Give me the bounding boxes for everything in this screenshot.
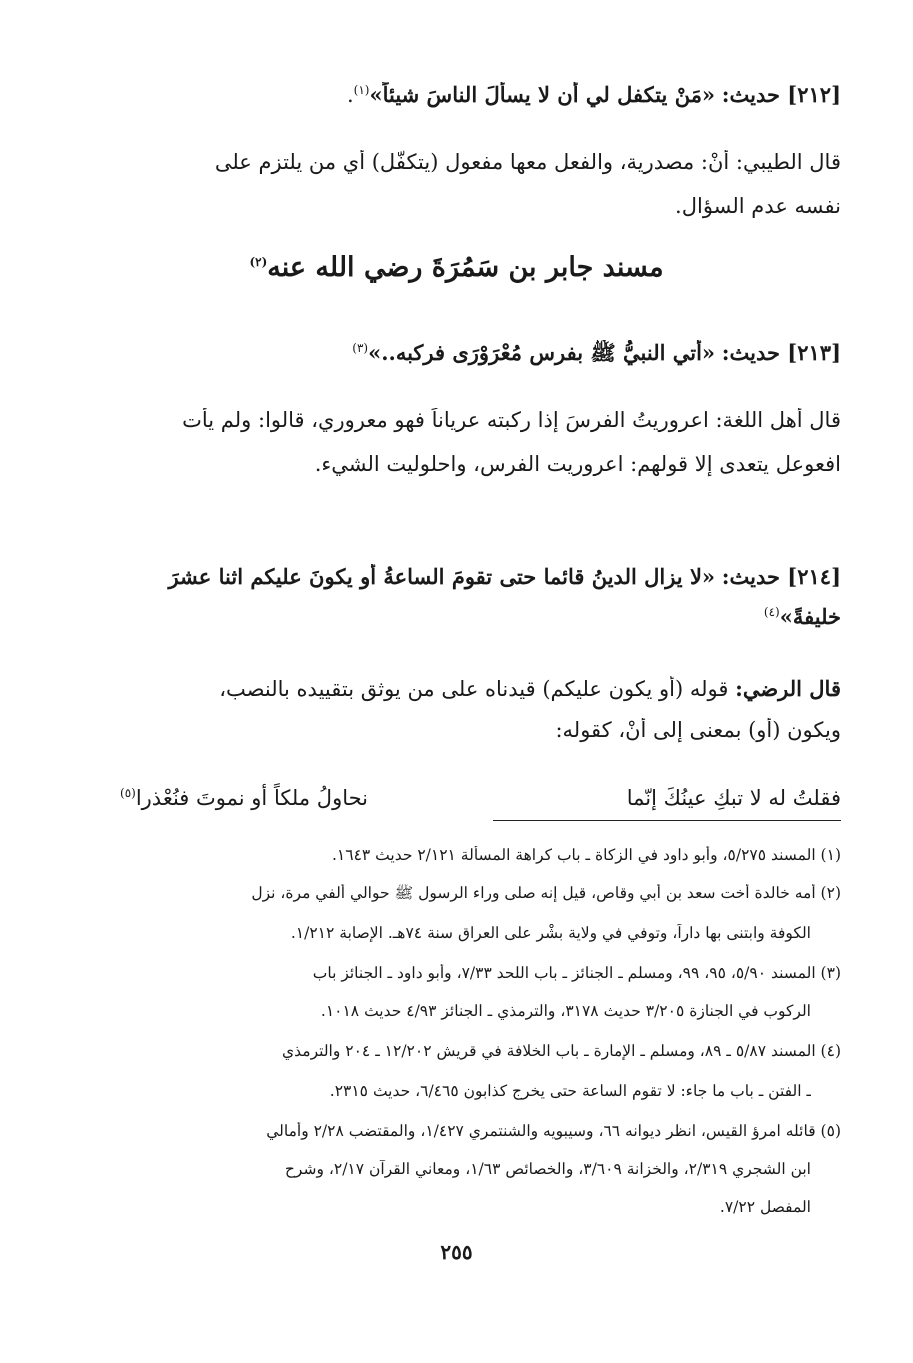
paragraph-213-line-2: افعوعل يتعدى إلا قولهم: اعروريت الفرس، واحلوليت الشيء. <box>314 452 841 476</box>
footnote-3-line-2: الركوب في الجنازة ٣/٢٠٥ حديث ٣١٧٨، والترمذي ـ الجنائز ٤/٩٣ حديث ١٠١٨. <box>320 1002 811 1020</box>
footnote-separator <box>493 820 841 821</box>
hadith-212-tag: [٢١٢] حديث: <box>721 82 841 107</box>
hadith-213-heading <box>112 340 841 366</box>
hadith-213-text: «أُتي النبيُّ ﷺ بفرسٍ مُعْرَوْرَى فركبه..» <box>368 340 716 365</box>
paragraph-214-text-1: قوله (أو يكون عليكم) قيدناه على من يوثق بتقييده بالنصب، <box>219 677 729 701</box>
footnote-ref-5: (٥) <box>120 786 136 800</box>
footnote-ref-2: (٢) <box>249 255 268 269</box>
hadith-213-tag: [٢١٣] حديث: <box>721 340 841 365</box>
footnote-4-line-1: (٤) المسند ٥/٨٧ ـ ٨٩، ومسلم ـ الإمارة ـ باب الخلافة في قريش ١٢/٢٠٢ ـ ٢٠٤ والترمذي <box>282 1042 841 1060</box>
hadith-214-heading-line-1 <box>112 564 841 590</box>
footnote-2-line-2: الكوفة وابتنى بها داراً، وتوفي في ولاية بشْر على العراق سنة ٧٤هـ. الإصابة ١/٢١٢. <box>290 924 811 942</box>
paragraph-213-line-1: قال أهل اللغة: اعروريتُ الفرسَ إذا ركبته عرياناً فهو معروري، قالوا: ولم يأت <box>182 408 841 432</box>
hadith-214-heading-line-2 <box>112 604 841 630</box>
footnote-ref-3: (٣) <box>352 341 369 355</box>
paragraph-214-line-2: ويكون (أو) بمعنى إلى أنْ، كقوله: <box>555 718 841 742</box>
page-number: ٢٥٥ <box>440 1240 473 1264</box>
verse-second-text: نحاولُ ملكاً أو نموتَ فنُعْذرا <box>135 786 369 810</box>
footnote-ref-1: (١) <box>353 83 370 97</box>
footnote-2-line-1: (٢) أمه خالدة أخت سعد بن أبي وقاص، قيل إنه صلى وراء الرسول ﷺ حوالي ألفي مرة، نزل <box>251 884 841 902</box>
hadith-214-tag: [٢١٤] حديث: <box>721 564 841 589</box>
hadith-212-text: «مَنْ يتكفل لي أن لا يسألَ الناسَ شيئاً» <box>369 82 716 107</box>
hadith-214-text-1: «لا يزال الدينُ قائما حتى تقومَ الساعةُ أو يكونَ عليكم اثنا عشرَ <box>168 564 716 589</box>
paragraph-214-lead: قال الرضي: <box>735 676 841 701</box>
footnote-3-line-1: (٣) المسند ٥/٩٠، ٩٥، ٩٩، ومسلم ـ الجنائز ـ باب اللحد ٧/٣٣، وأبو داود ـ الجنائز باب <box>312 964 841 982</box>
footnote-5-line-2: ابن الشجري ٢/٣١٩، والخزانة ٣/٦٠٩، والخصائص ١/٦٣، ومعاني القرآن ٢/١٧، وشرح <box>284 1160 811 1178</box>
footnote-5-line-3: المفصل ٧/٢٢. <box>719 1198 811 1216</box>
footnote-5-line-1: (٥) قائله امرؤ القيس، انظر ديوانه ٦٦، وسيبويه والشنتمري ١/٤٢٧، والمقتضب ٢/٢٨ وأمالي <box>266 1122 841 1140</box>
footnote-1: (١) المسند ٥/٢٧٥، وأبو داود في الزكاة ـ باب كراهة المسألة ٢/١٢١ حديث ١٦٤٣. <box>331 846 841 864</box>
section-title-text: مسند جابر بن سَمُرَةَ رضي الله عنه <box>267 252 664 283</box>
hadith-214-text-2: خليفةً» <box>779 604 841 629</box>
verse-second-hemistich <box>120 786 368 810</box>
footnote-ref-4: (٤) <box>763 605 780 619</box>
paragraph-212-line-1: قال الطيبي: أنْ: مصدرية، والفعل معها مفعول (يتكفّل) أي من يلتزم على <box>214 150 841 174</box>
paragraph-212-line-2: نفسه عدم السؤال. <box>675 194 841 218</box>
hadith-212-heading <box>112 82 841 108</box>
paragraph-214-line-1 <box>112 676 841 702</box>
section-title <box>0 252 913 283</box>
verse-first-hemistich: فقلتُ له لا تبكِ عينُكَ إنّما <box>626 786 841 810</box>
hadith-212-end: . <box>346 83 354 107</box>
footnote-4-line-2: ـ الفتن ـ باب ما جاء: لا تقوم الساعة حتى يخرج كذابون ٦/٤٦٥، حديث ٢٣١٥. <box>329 1082 811 1100</box>
